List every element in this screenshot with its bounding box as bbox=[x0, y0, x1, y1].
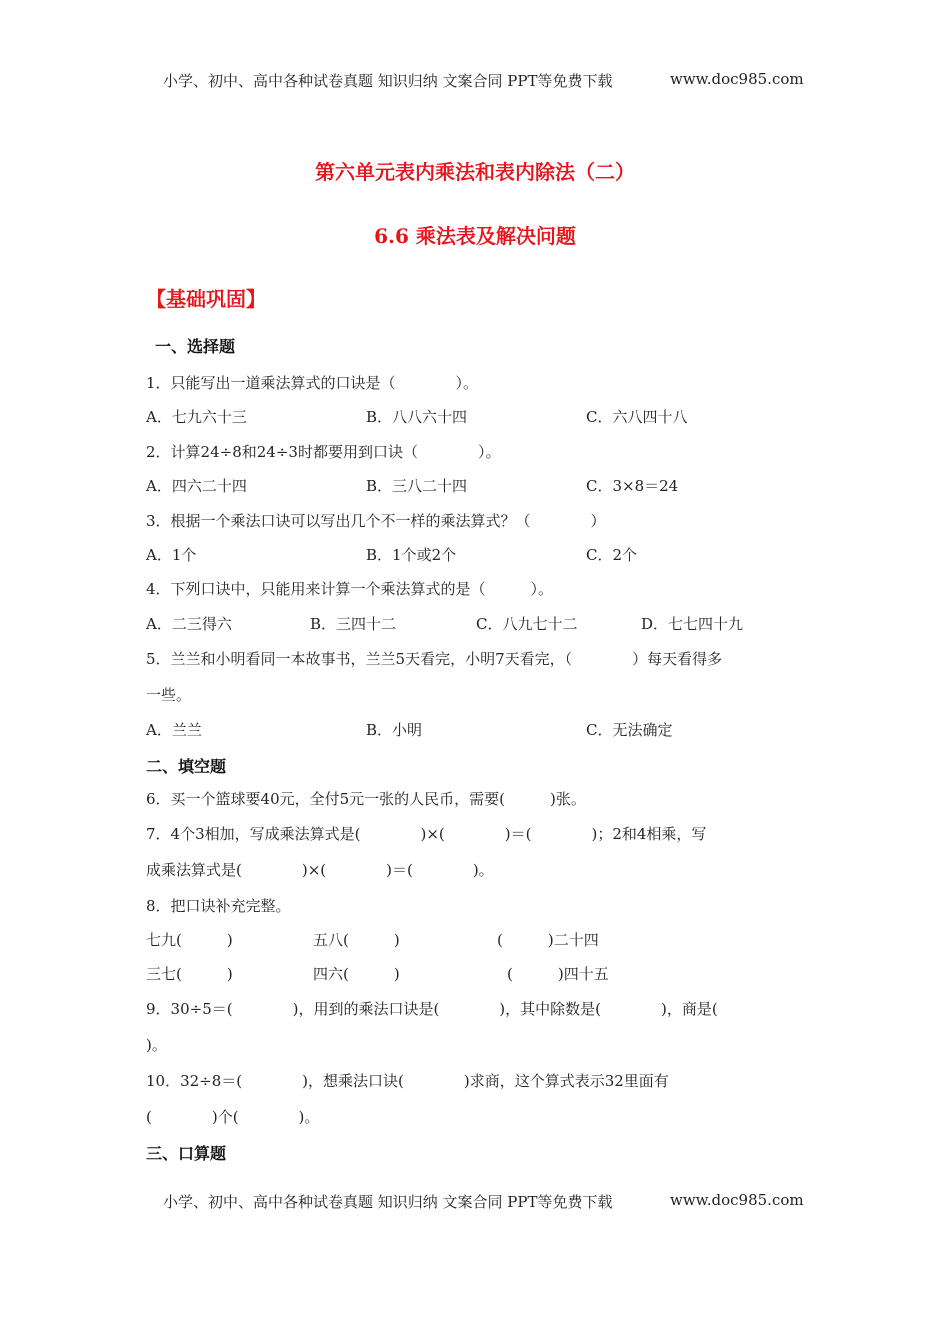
q3-option-c: C．2个 bbox=[586, 546, 638, 564]
section-heading: 【基础巩固】 bbox=[146, 287, 266, 311]
q7-line2: 成乘法算式是( )×( )＝( )。 bbox=[146, 861, 494, 879]
q2-option-b: B．三八二十四 bbox=[366, 477, 468, 495]
part1-heading: 一、选择题 bbox=[155, 337, 236, 356]
q10-line2: ( )个( )。 bbox=[146, 1108, 320, 1126]
q8-blank: ( )二十四 bbox=[497, 931, 599, 949]
q5-option-b: B．小明 bbox=[366, 721, 423, 739]
q8-blank: ( )四十五 bbox=[507, 965, 609, 983]
q4-option-a: A．二三得六 bbox=[146, 615, 232, 633]
q7-line1: 7．4个3相加，写成乘法算式是( )×( )＝( )；2和4相乘，写 bbox=[146, 825, 707, 843]
unit-title: 第六单元表内乘法和表内除法（二） bbox=[315, 160, 635, 184]
q1-option-c: C．六八四十八 bbox=[586, 408, 688, 426]
q2-option-c: C．3×8＝24 bbox=[586, 477, 679, 495]
q10-line1: 10．32÷8＝( )，想乘法口诀( )求商，这个算式表示32里面有 bbox=[146, 1072, 669, 1090]
q4-option-b: B．三四十二 bbox=[310, 615, 397, 633]
q9-line2: )。 bbox=[146, 1036, 167, 1054]
lesson-title: 6.6 乘法表及解决问题 bbox=[374, 224, 576, 248]
part3-heading: 三、口算题 bbox=[146, 1144, 227, 1163]
footer-text: 小学、初中、高中各种试卷真题 知识归纳 文案合同 PPT等免费下载 bbox=[163, 1193, 613, 1211]
q3-option-a: A．1个 bbox=[146, 546, 197, 564]
q5-stem-line1: 5．兰兰和小明看同一本故事书，兰兰5天看完，小明7天看完，（ ）每天看得多 bbox=[146, 650, 723, 668]
q4-option-d: D．七七四十九 bbox=[641, 615, 744, 633]
footer-url[interactable]: www.doc985.com bbox=[670, 1191, 804, 1209]
q8-blank: 三七( ) bbox=[146, 965, 233, 983]
q4-stem: 4．下列口诀中，只能用来计算一个乘法算式的是（ ）。 bbox=[146, 580, 554, 598]
q8-stem: 8．把口诀补充完整。 bbox=[146, 897, 291, 915]
q2-option-a: A．四六二十四 bbox=[146, 477, 247, 495]
q3-stem: 3．根据一个乘法口诀可以写出几个不一样的乘法算式？（ ） bbox=[146, 512, 606, 530]
q9-line1: 9．30÷5＝( )，用到的乘法口诀是( )，其中除数是( )，商是( bbox=[146, 1000, 718, 1018]
header-url[interactable]: www.doc985.com bbox=[670, 70, 804, 88]
q5-option-c: C．无法确定 bbox=[586, 721, 673, 739]
q6: 6．买一个篮球要40元，全付5元一张的人民币，需要( )张。 bbox=[146, 790, 586, 808]
q4-option-c: C．八九七十二 bbox=[476, 615, 578, 633]
q5-stem-line2: 一些。 bbox=[146, 686, 192, 704]
q8-blank: 七九( ) bbox=[146, 931, 233, 949]
q1-option-a: A．七九六十三 bbox=[146, 408, 247, 426]
q5-option-a: A．兰兰 bbox=[146, 721, 202, 739]
q1-option-b: B．八八六十四 bbox=[366, 408, 468, 426]
q2-stem: 2．计算24÷8和24÷3时都要用到口诀（ ）。 bbox=[146, 443, 501, 461]
q8-blank: 五八( ) bbox=[313, 931, 400, 949]
header-text: 小学、初中、高中各种试卷真题 知识归纳 文案合同 PPT等免费下载 bbox=[163, 72, 613, 90]
q3-option-b: B．1个或2个 bbox=[366, 546, 457, 564]
part2-heading: 二、填空题 bbox=[146, 757, 227, 776]
q8-blank: 四六( ) bbox=[313, 965, 400, 983]
q1-stem: 1．只能写出一道乘法算式的口诀是（ ）。 bbox=[146, 374, 479, 392]
